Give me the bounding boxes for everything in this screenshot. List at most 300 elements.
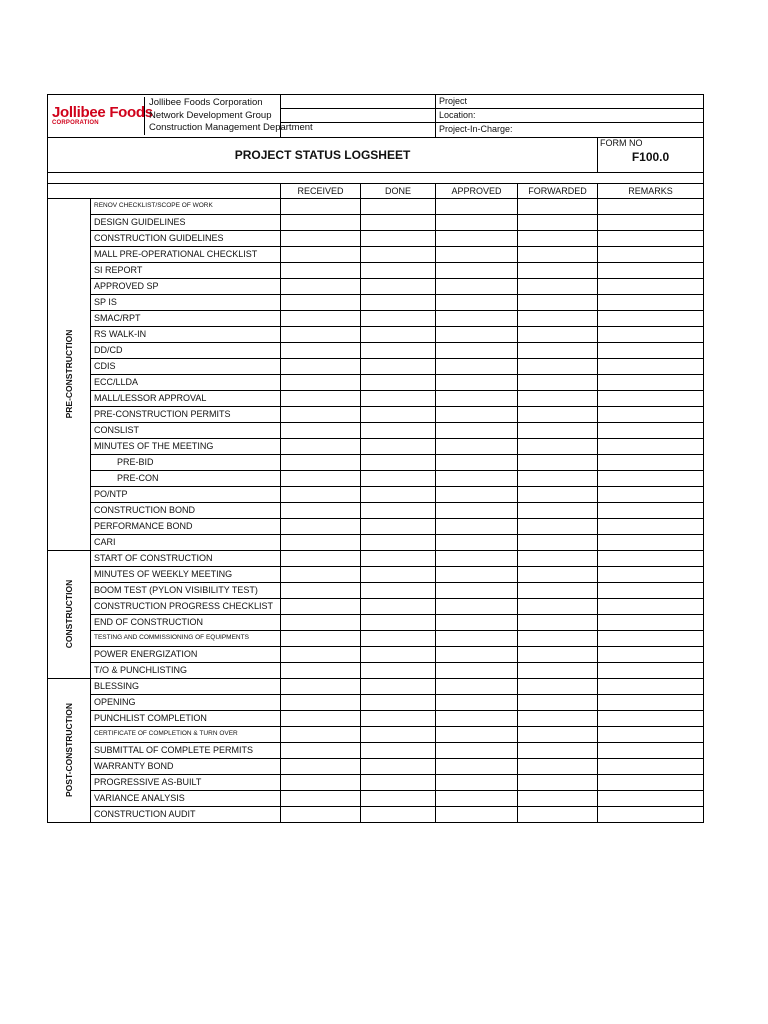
cell-remarks[interactable] bbox=[598, 406, 704, 422]
cell-received[interactable] bbox=[281, 790, 361, 806]
project-in-charge-field[interactable]: Project-In-Charge: bbox=[436, 123, 704, 137]
cell-approved[interactable] bbox=[436, 374, 518, 390]
cell-remarks[interactable] bbox=[598, 486, 704, 502]
cell-forwarded[interactable] bbox=[518, 454, 598, 470]
cell-approved[interactable] bbox=[436, 502, 518, 518]
cell-done[interactable] bbox=[361, 374, 436, 390]
table-row bbox=[48, 790, 704, 806]
table-row bbox=[48, 230, 704, 246]
cell-remarks[interactable] bbox=[598, 502, 704, 518]
cell-forwarded[interactable] bbox=[518, 502, 598, 518]
cell-received[interactable] bbox=[281, 774, 361, 790]
item-label: BLESSING bbox=[91, 678, 281, 694]
table-row bbox=[48, 326, 704, 342]
table-row bbox=[48, 758, 704, 774]
cell-done[interactable] bbox=[361, 326, 436, 342]
cell-forwarded[interactable] bbox=[518, 646, 598, 662]
cell-received[interactable] bbox=[281, 614, 361, 630]
cell-remarks[interactable] bbox=[598, 726, 704, 742]
cell-done[interactable] bbox=[361, 806, 436, 822]
cell-remarks[interactable] bbox=[598, 438, 704, 454]
cell-forwarded[interactable] bbox=[518, 262, 598, 278]
cell-received[interactable] bbox=[281, 710, 361, 726]
cell-remarks[interactable] bbox=[598, 550, 704, 566]
cell-done[interactable] bbox=[361, 390, 436, 406]
cell-received[interactable] bbox=[281, 742, 361, 758]
item-label: BOOM TEST (PYLON VISIBILITY TEST) bbox=[91, 582, 281, 598]
item-label: CARI bbox=[91, 534, 281, 550]
cell-done[interactable] bbox=[361, 310, 436, 326]
cell-done[interactable] bbox=[361, 246, 436, 262]
table-row bbox=[48, 438, 704, 454]
cell-done[interactable] bbox=[361, 294, 436, 310]
cell-received[interactable] bbox=[281, 646, 361, 662]
cell-approved[interactable] bbox=[436, 198, 518, 214]
cell-approved[interactable] bbox=[436, 438, 518, 454]
cell-remarks[interactable] bbox=[598, 710, 704, 726]
table-row bbox=[48, 406, 704, 422]
jollibee-logo: Jollibee Foods CORPORATION bbox=[52, 103, 153, 126]
location-field[interactable]: Location: bbox=[436, 109, 704, 123]
cell-remarks[interactable] bbox=[598, 694, 704, 710]
table-row bbox=[48, 646, 704, 662]
cell-remarks[interactable] bbox=[598, 310, 704, 326]
table-row bbox=[48, 390, 704, 406]
cell-approved[interactable] bbox=[436, 454, 518, 470]
cell-approved[interactable] bbox=[436, 598, 518, 614]
cell-approved[interactable] bbox=[436, 790, 518, 806]
cell-forwarded[interactable] bbox=[518, 358, 598, 374]
cell-approved[interactable] bbox=[436, 646, 518, 662]
table-row bbox=[48, 278, 704, 294]
cell-done[interactable] bbox=[361, 518, 436, 534]
spacer-row bbox=[48, 172, 704, 183]
cell-forwarded[interactable] bbox=[518, 534, 598, 550]
cell-remarks[interactable] bbox=[598, 630, 704, 646]
cell-forwarded[interactable] bbox=[518, 662, 598, 678]
cell-approved[interactable] bbox=[436, 582, 518, 598]
form-no-label: FORM NO bbox=[600, 137, 643, 148]
cell-approved[interactable] bbox=[436, 262, 518, 278]
cell-done[interactable] bbox=[361, 534, 436, 550]
cell-done[interactable] bbox=[361, 678, 436, 694]
cell-received[interactable] bbox=[281, 694, 361, 710]
cell-done[interactable] bbox=[361, 406, 436, 422]
item-label: PUNCHLIST COMPLETION bbox=[91, 710, 281, 726]
cell-remarks[interactable] bbox=[598, 374, 704, 390]
section-label: POST-CONSTRUCTION bbox=[64, 703, 74, 797]
item-label: CONSTRUCTION PROGRESS CHECKLIST bbox=[91, 598, 281, 614]
table-row bbox=[48, 614, 704, 630]
cell-remarks[interactable] bbox=[598, 326, 704, 342]
cell-approved[interactable] bbox=[436, 422, 518, 438]
cell-done[interactable] bbox=[361, 598, 436, 614]
col-approved: APPROVED bbox=[436, 183, 518, 198]
item-label: ECC/LLDA bbox=[91, 374, 281, 390]
cell-approved[interactable] bbox=[436, 550, 518, 566]
cell-received[interactable] bbox=[281, 294, 361, 310]
table-row bbox=[48, 630, 704, 646]
cell-done[interactable] bbox=[361, 550, 436, 566]
cell-approved[interactable] bbox=[436, 358, 518, 374]
cell-received[interactable] bbox=[281, 486, 361, 502]
cell-done[interactable] bbox=[361, 198, 436, 214]
cell-remarks[interactable] bbox=[598, 774, 704, 790]
cell-approved[interactable] bbox=[436, 406, 518, 422]
cell-forwarded[interactable] bbox=[518, 790, 598, 806]
table-row bbox=[48, 806, 704, 822]
cell-forwarded[interactable] bbox=[518, 774, 598, 790]
cell-remarks[interactable] bbox=[598, 198, 704, 214]
cell-approved[interactable] bbox=[436, 630, 518, 646]
table-row bbox=[48, 710, 704, 726]
cell-remarks[interactable] bbox=[598, 790, 704, 806]
cell-forwarded[interactable] bbox=[518, 598, 598, 614]
cell-received[interactable] bbox=[281, 518, 361, 534]
cell-received[interactable] bbox=[281, 806, 361, 822]
item-label: MALL PRE-OPERATIONAL CHECKLIST bbox=[91, 246, 281, 262]
cell-done[interactable] bbox=[361, 694, 436, 710]
cell-done[interactable] bbox=[361, 278, 436, 294]
cell-approved[interactable] bbox=[436, 566, 518, 582]
item-label: PERFORMANCE BOND bbox=[91, 518, 281, 534]
table-row bbox=[48, 582, 704, 598]
item-label: TESTING AND COMMISSIONING OF EQUIPMENTS bbox=[91, 630, 281, 646]
section-construction bbox=[48, 550, 91, 678]
item-label: PRE-BID bbox=[91, 454, 281, 470]
cell-received[interactable] bbox=[281, 630, 361, 646]
cell-done[interactable] bbox=[361, 774, 436, 790]
table-row bbox=[48, 470, 704, 486]
cell-received[interactable] bbox=[281, 390, 361, 406]
table-row bbox=[48, 550, 704, 566]
cell-remarks[interactable] bbox=[598, 582, 704, 598]
cell-done[interactable] bbox=[361, 726, 436, 742]
cell-approved[interactable] bbox=[436, 614, 518, 630]
cell-approved[interactable] bbox=[436, 294, 518, 310]
item-label: SP IS bbox=[91, 294, 281, 310]
item-label: RENOV CHECKLIST/SCOPE OF WORK bbox=[91, 198, 281, 214]
cell-received[interactable] bbox=[281, 262, 361, 278]
cell-forwarded[interactable] bbox=[518, 230, 598, 246]
cell-remarks[interactable] bbox=[598, 262, 704, 278]
cell-remarks[interactable] bbox=[598, 518, 704, 534]
cell-approved[interactable] bbox=[436, 518, 518, 534]
cell-approved[interactable] bbox=[436, 678, 518, 694]
cell-received[interactable] bbox=[281, 374, 361, 390]
cell-done[interactable] bbox=[361, 790, 436, 806]
item-label: END OF CONSTRUCTION bbox=[91, 614, 281, 630]
item-label: CERTIFICATE OF COMPLETION & TURN OVER bbox=[91, 726, 281, 742]
cell-remarks[interactable] bbox=[598, 230, 704, 246]
cell-forwarded[interactable] bbox=[518, 406, 598, 422]
cell-forwarded[interactable] bbox=[518, 326, 598, 342]
cell-forwarded[interactable] bbox=[518, 374, 598, 390]
company-header bbox=[48, 95, 313, 138]
col-done: DONE bbox=[361, 183, 436, 198]
cell-remarks[interactable] bbox=[598, 470, 704, 486]
cell-approved[interactable] bbox=[436, 662, 518, 678]
cell-received[interactable] bbox=[281, 278, 361, 294]
cell-received[interactable] bbox=[281, 534, 361, 550]
table-row bbox=[48, 486, 704, 502]
item-label: START OF CONSTRUCTION bbox=[91, 550, 281, 566]
cell-remarks[interactable] bbox=[598, 806, 704, 822]
cell-forwarded[interactable] bbox=[518, 470, 598, 486]
cell-approved[interactable] bbox=[436, 486, 518, 502]
cell-forwarded[interactable] bbox=[518, 566, 598, 582]
cell-forwarded[interactable] bbox=[518, 294, 598, 310]
cell-done[interactable] bbox=[361, 710, 436, 726]
item-label: WARRANTY BOND bbox=[91, 758, 281, 774]
cell-approved[interactable] bbox=[436, 214, 518, 230]
cell-remarks[interactable] bbox=[598, 278, 704, 294]
cell-forwarded[interactable] bbox=[518, 438, 598, 454]
cell-received[interactable] bbox=[281, 662, 361, 678]
cell-remarks[interactable] bbox=[598, 678, 704, 694]
table-row bbox=[48, 422, 704, 438]
page-title: PROJECT STATUS LOGSHEET bbox=[48, 137, 598, 172]
cell-remarks[interactable] bbox=[598, 214, 704, 230]
cell-remarks[interactable] bbox=[598, 758, 704, 774]
logsheet-table bbox=[47, 94, 704, 823]
cell-remarks[interactable] bbox=[598, 742, 704, 758]
col-forwarded: FORWARDED bbox=[518, 183, 598, 198]
table-row bbox=[48, 198, 704, 214]
cell-forwarded[interactable] bbox=[518, 678, 598, 694]
cell-forwarded[interactable] bbox=[518, 246, 598, 262]
table-row bbox=[48, 662, 704, 678]
table-row bbox=[48, 774, 704, 790]
cell-approved[interactable] bbox=[436, 326, 518, 342]
cell-done[interactable] bbox=[361, 470, 436, 486]
cell-approved[interactable] bbox=[436, 230, 518, 246]
cell-approved[interactable] bbox=[436, 774, 518, 790]
cell-approved[interactable] bbox=[436, 390, 518, 406]
item-label: SI REPORT bbox=[91, 262, 281, 278]
cell-forwarded[interactable] bbox=[518, 390, 598, 406]
cell-received[interactable] bbox=[281, 582, 361, 598]
cell-approved[interactable] bbox=[436, 694, 518, 710]
table-row bbox=[48, 518, 704, 534]
cell-done[interactable] bbox=[361, 502, 436, 518]
column-header-row bbox=[48, 183, 704, 198]
item-label: SUBMITTAL OF COMPLETE PERMITS bbox=[91, 742, 281, 758]
item-label: CONSLIST bbox=[91, 422, 281, 438]
table-row bbox=[48, 358, 704, 374]
cell-done[interactable] bbox=[361, 614, 436, 630]
cell-done[interactable] bbox=[361, 438, 436, 454]
table-row bbox=[48, 502, 704, 518]
cell-remarks[interactable] bbox=[598, 342, 704, 358]
table-row bbox=[48, 246, 704, 262]
item-label: APPROVED SP bbox=[91, 278, 281, 294]
cell-received[interactable] bbox=[281, 358, 361, 374]
cell-approved[interactable] bbox=[436, 534, 518, 550]
cell-received[interactable] bbox=[281, 550, 361, 566]
cell-done[interactable] bbox=[361, 662, 436, 678]
form-number-box bbox=[598, 137, 704, 172]
cell-approved[interactable] bbox=[436, 806, 518, 822]
col-received: RECEIVED bbox=[281, 183, 361, 198]
cell-done[interactable] bbox=[361, 342, 436, 358]
item-label: PROGRESSIVE AS-BUILT bbox=[91, 774, 281, 790]
cell-remarks[interactable] bbox=[598, 566, 704, 582]
item-label: PO/NTP bbox=[91, 486, 281, 502]
cell-received[interactable] bbox=[281, 214, 361, 230]
cell-remarks[interactable] bbox=[598, 390, 704, 406]
cell-received[interactable] bbox=[281, 310, 361, 326]
item-label: CDIS bbox=[91, 358, 281, 374]
table-row bbox=[48, 294, 704, 310]
item-label: DD/CD bbox=[91, 342, 281, 358]
item-label: MALL/LESSOR APPROVAL bbox=[91, 390, 281, 406]
item-label: CONSTRUCTION GUIDELINES bbox=[91, 230, 281, 246]
cell-forwarded[interactable] bbox=[518, 550, 598, 566]
cell-approved[interactable] bbox=[436, 726, 518, 742]
cell-done[interactable] bbox=[361, 742, 436, 758]
cell-done[interactable] bbox=[361, 486, 436, 502]
cell-forwarded[interactable] bbox=[518, 278, 598, 294]
cell-forwarded[interactable] bbox=[518, 710, 598, 726]
cell-approved[interactable] bbox=[436, 758, 518, 774]
cell-received[interactable] bbox=[281, 326, 361, 342]
section-label: PRE-CONSTRUCTION bbox=[64, 329, 74, 419]
section-label: CONSTRUCTION bbox=[64, 579, 74, 649]
cell-done[interactable] bbox=[361, 214, 436, 230]
cell-done[interactable] bbox=[361, 358, 436, 374]
cell-received[interactable] bbox=[281, 422, 361, 438]
cell-received[interactable] bbox=[281, 470, 361, 486]
cell-received[interactable] bbox=[281, 598, 361, 614]
cell-remarks[interactable] bbox=[598, 598, 704, 614]
cell-forwarded[interactable] bbox=[518, 342, 598, 358]
cell-received[interactable] bbox=[281, 678, 361, 694]
section-pre-construction bbox=[48, 198, 91, 550]
cell-forwarded[interactable] bbox=[518, 694, 598, 710]
cell-remarks[interactable] bbox=[598, 646, 704, 662]
table-row bbox=[48, 566, 704, 582]
cell-forwarded[interactable] bbox=[518, 518, 598, 534]
item-label: PRE-CON bbox=[91, 470, 281, 486]
company-department: Construction Management Department bbox=[149, 122, 313, 133]
project-field[interactable]: Project bbox=[436, 95, 704, 109]
cell-forwarded[interactable] bbox=[518, 582, 598, 598]
cell-remarks[interactable] bbox=[598, 662, 704, 678]
cell-forwarded[interactable] bbox=[518, 630, 598, 646]
table-row bbox=[48, 534, 704, 550]
cell-done[interactable] bbox=[361, 454, 436, 470]
cell-received[interactable] bbox=[281, 566, 361, 582]
cell-approved[interactable] bbox=[436, 310, 518, 326]
cell-forwarded[interactable] bbox=[518, 806, 598, 822]
item-label: CONSTRUCTION BOND bbox=[91, 502, 281, 518]
table-row bbox=[48, 214, 704, 230]
cell-done[interactable] bbox=[361, 262, 436, 278]
cell-remarks[interactable] bbox=[598, 534, 704, 550]
item-label: PRE-CONSTRUCTION PERMITS bbox=[91, 406, 281, 422]
cell-remarks[interactable] bbox=[598, 614, 704, 630]
cell-received[interactable] bbox=[281, 454, 361, 470]
cell-done[interactable] bbox=[361, 422, 436, 438]
cell-received[interactable] bbox=[281, 406, 361, 422]
table-row bbox=[48, 454, 704, 470]
col-remarks: REMARKS bbox=[598, 183, 704, 198]
cell-approved[interactable] bbox=[436, 342, 518, 358]
item-label: SMAC/RPT bbox=[91, 310, 281, 326]
company-group: Network Development Group bbox=[149, 109, 272, 121]
table-row bbox=[48, 374, 704, 390]
cell-received[interactable] bbox=[281, 438, 361, 454]
item-label: T/O & PUNCHLISTING bbox=[91, 662, 281, 678]
cell-forwarded[interactable] bbox=[518, 198, 598, 214]
cell-remarks[interactable] bbox=[598, 422, 704, 438]
cell-forwarded[interactable] bbox=[518, 726, 598, 742]
section-post-construction bbox=[48, 678, 91, 822]
cell-forwarded[interactable] bbox=[518, 614, 598, 630]
cell-forwarded[interactable] bbox=[518, 310, 598, 326]
cell-approved[interactable] bbox=[436, 278, 518, 294]
cell-received[interactable] bbox=[281, 502, 361, 518]
form-no-value: F100.0 bbox=[631, 149, 670, 164]
cell-forwarded[interactable] bbox=[518, 742, 598, 758]
item-label: RS WALK-IN bbox=[91, 326, 281, 342]
cell-forwarded[interactable] bbox=[518, 486, 598, 502]
table-row bbox=[48, 262, 704, 278]
cell-done[interactable] bbox=[361, 758, 436, 774]
cell-forwarded[interactable] bbox=[518, 214, 598, 230]
cell-forwarded[interactable] bbox=[518, 422, 598, 438]
cell-received[interactable] bbox=[281, 198, 361, 214]
item-label: MINUTES OF WEEKLY MEETING bbox=[91, 566, 281, 582]
item-label: VARIANCE ANALYSIS bbox=[91, 790, 281, 806]
cell-done[interactable] bbox=[361, 646, 436, 662]
table-row bbox=[48, 726, 704, 742]
cell-received[interactable] bbox=[281, 758, 361, 774]
table-row bbox=[48, 694, 704, 710]
cell-done[interactable] bbox=[361, 582, 436, 598]
cell-approved[interactable] bbox=[436, 246, 518, 262]
cell-remarks[interactable] bbox=[598, 294, 704, 310]
cell-remarks[interactable] bbox=[598, 454, 704, 470]
cell-received[interactable] bbox=[281, 230, 361, 246]
cell-done[interactable] bbox=[361, 566, 436, 582]
cell-received[interactable] bbox=[281, 726, 361, 742]
cell-remarks[interactable] bbox=[598, 358, 704, 374]
item-label: POWER ENERGIZATION bbox=[91, 646, 281, 662]
table-row bbox=[48, 310, 704, 326]
table-row bbox=[48, 342, 704, 358]
table-row bbox=[48, 598, 704, 614]
cell-received[interactable] bbox=[281, 246, 361, 262]
cell-approved[interactable] bbox=[436, 710, 518, 726]
item-label: DESIGN GUIDELINES bbox=[91, 214, 281, 230]
cell-approved[interactable] bbox=[436, 470, 518, 486]
cell-remarks[interactable] bbox=[598, 246, 704, 262]
company-name: Jollibee Foods Corporation bbox=[149, 97, 263, 108]
cell-done[interactable] bbox=[361, 230, 436, 246]
item-label: MINUTES OF THE MEETING bbox=[91, 438, 281, 454]
item-label: OPENING bbox=[91, 694, 281, 710]
cell-received[interactable] bbox=[281, 342, 361, 358]
cell-done[interactable] bbox=[361, 630, 436, 646]
table-row bbox=[48, 678, 704, 694]
item-label: CONSTRUCTION AUDIT bbox=[91, 806, 281, 822]
logsheet-form bbox=[47, 94, 703, 823]
cell-forwarded[interactable] bbox=[518, 758, 598, 774]
table-row bbox=[48, 742, 704, 758]
cell-approved[interactable] bbox=[436, 742, 518, 758]
